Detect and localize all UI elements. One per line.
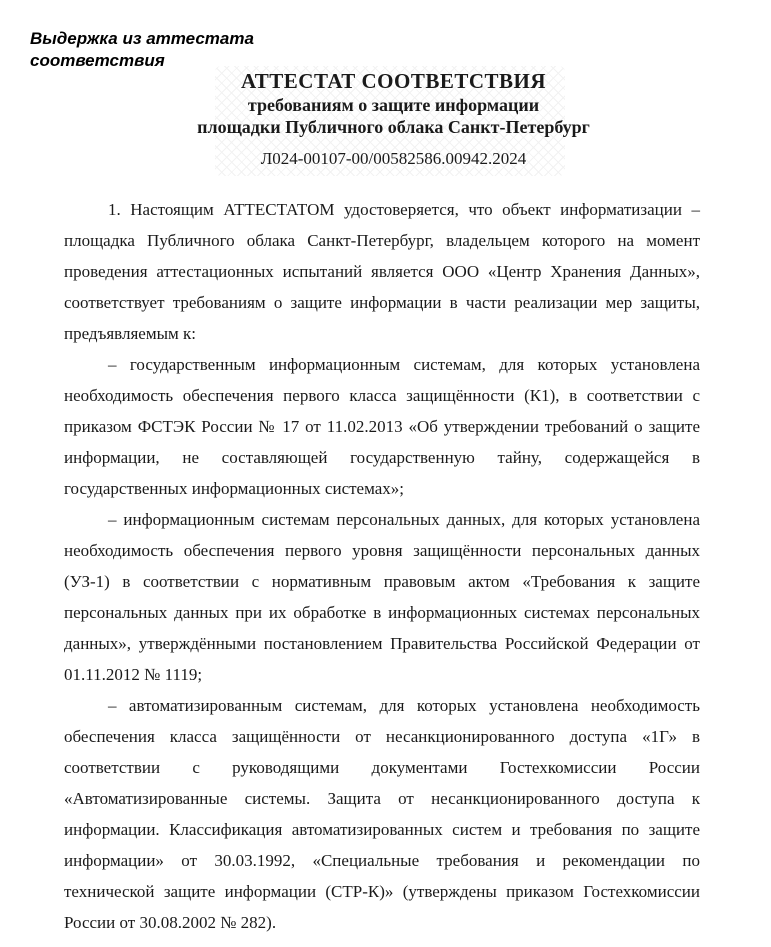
document-title: АТТЕСТАТ СООТВЕТСТВИЯ: [240, 69, 547, 93]
paragraph-1: 1. Настоящим АТТЕСТАТОМ удостоверяется, что объект информатизации – площадка Публичного облака Санкт-Петербург, владельцем которого на момент проведения аттестационных испытаний является ООО «Центр Хранения Данных», соответствует требованиям о защите информации в части реализации мер защиты, предъявляемым к:: [64, 200, 700, 343]
paragraph-4: – автоматизированным системам, для которых установлена необходимость обеспечения класса защищённости от несанкционированного доступа «1Г» в соответствии с руководящими документами Гостехкомиссии России «Автоматизированные системы. Защита от несанкционированного доступа к информации. Классификация автоматизированных систем и требования по защите информации» от 30.03.1992, «Специальные требования и рекомендации по технической защите информации (СТР-К)» (утверждены приказом Гостехкомиссии России от 30.08.2002 № 282).: [64, 696, 700, 932]
document-number: Л024-00107-00/00582586.00942.2024: [260, 149, 527, 168]
document-body: [64, 194, 700, 938]
paragraph-3: – информационным системам персональных данных, для которых установлена необходимость обеспечения первого уровня защищённости персональных данных (УЗ-1) в соответствии с нормативным правовым актом «Требования к защите персональных данных при их обработке в информационных системах персональных данных», утверждёнными постановлением Правительства Российской Федерации от 01.11.2012 № 1119;: [64, 510, 700, 684]
paragraph-2: – государственным информационным системам, для которых установлена необходимость обеспечения первого класса защищённости (К1), в соответствии с приказом ФСТЭК России № 17 от 11.02.2013 «Об утверждении требований о защите информации, не составляющей государственную тайну, содержащейся в государственных информационных системах»;: [64, 355, 700, 498]
excerpt-caption: Выдержка из аттестата соответствия: [30, 29, 254, 70]
document-subtitle-line-1: требованиям о защите информации: [247, 95, 540, 115]
document-subtitle-line-2: площадки Публичного облака Санкт-Петербург: [197, 117, 590, 137]
document-header: [0, 68, 771, 170]
